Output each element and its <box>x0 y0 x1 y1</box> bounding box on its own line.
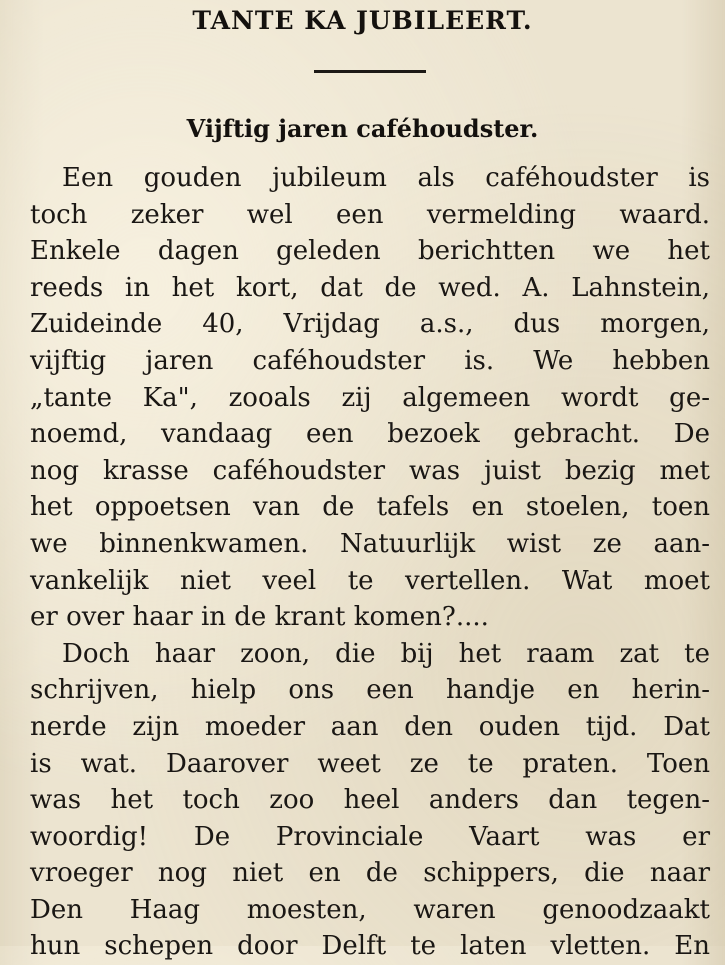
body-line: er over haar in de krant komen?.... <box>30 602 489 633</box>
body-line: noemd, vandaag een bezoek gebracht. De <box>30 419 710 450</box>
body-line: hun schepen door Delft te laten vletten. En <box>30 931 710 962</box>
body-line: schrijven, hielp ons een handje en herin- <box>30 675 710 706</box>
body-line: „tante Ka", zooals zij algemeen wordt ge- <box>30 382 710 413</box>
body-line: Een gouden jubileum als caféhoudster is <box>62 163 710 193</box>
body-line: Doch haar zoon, die bij het raam zat te <box>62 638 710 669</box>
paragraph-2 <box>30 636 710 965</box>
body-line: vroeger nog niet en de schippers, die naar <box>30 858 710 889</box>
headline-divider <box>314 70 426 73</box>
body-line: toch zeker wel een vermelding waard. <box>30 199 710 230</box>
body-line: vijftig jaren caféhoudster is. We hebben <box>30 345 710 376</box>
body-line: Den Haag moesten, waren genoodzaakt <box>30 894 710 925</box>
body-line: vankelijk niet veel te vertellen. Wat moet <box>30 565 710 596</box>
body-line: reeds in het kort, dat de wed. A. Lahnstein, <box>30 272 710 303</box>
body-line: het oppoetsen van de tafels en stoelen, toen <box>30 492 710 523</box>
body-line: woordig! De Provinciale Vaart was er <box>30 821 710 852</box>
body-line: nog krasse caféhoudster was juist bezig met <box>30 455 710 486</box>
article-body <box>30 160 710 965</box>
body-line: we binnenkwamen. Natuurlijk wist ze aan- <box>30 528 710 559</box>
article-subheadline: Vijftig jaren caféhoudster. <box>186 114 539 143</box>
body-line: nerde zijn moeder aan den ouden tijd. Dat <box>30 711 710 742</box>
paragraph-1 <box>30 160 710 636</box>
body-line: was het toch zoo heel anders dan tegen- <box>30 785 710 816</box>
body-line: Zuideinde 40, Vrijdag a.s., dus morgen, <box>30 309 710 340</box>
article-headline: TANTE KA JUBILEERT. <box>192 6 533 35</box>
body-line: is wat. Daarover weet ze te praten. Toen <box>30 748 710 779</box>
body-line: Enkele dagen geleden berichtten we het <box>30 236 710 267</box>
